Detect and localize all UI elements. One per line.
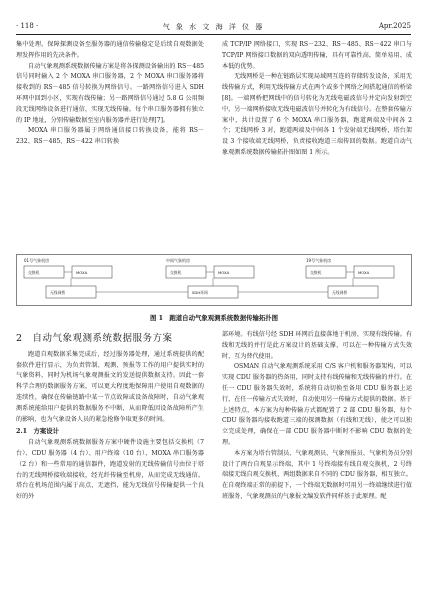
right-column-top bbox=[222, 40, 412, 250]
left-column-bottom bbox=[16, 330, 204, 503]
group-label-19: 19号气象机房 bbox=[306, 258, 332, 263]
page-header bbox=[16, 22, 411, 34]
moxa-label: MOXA bbox=[358, 270, 370, 275]
group-label-01: 01号气象机房 bbox=[24, 258, 50, 263]
left-column-top bbox=[16, 40, 204, 242]
right-column-bottom bbox=[222, 330, 412, 503]
switch-label: 交换机 bbox=[170, 270, 182, 275]
paragraph: 自动气象观测系统数据服务方案中硬件设施主要包括交换机（7 台）、CDU 服务器（4 台）、用户终端（10 台）、MOXA 串口服务器（2 台）和一些常用的通信器件，跑道发射的无线传输信号由位于塔台的无线网桥接收端接收，经光纤传输至机房，从而完成无线通信。塔台在机场范围内属于高点，无遮挡，能为无线信号传输提供一个良好的外 bbox=[16, 439, 204, 501]
issue-date: Apr.2025 bbox=[378, 22, 411, 30]
group-label-mid: 中间气象机房 bbox=[166, 258, 190, 263]
topology-diagram bbox=[16, 254, 412, 306]
wireless-label: 无线网桥 bbox=[50, 290, 66, 295]
paragraph: 本方案为塔台管制员、气象观测员、气象预报员、气象机务员分别设计了两台自观显示终端，其中 1 号终端接有线自观交换机，2 号终端接无线自观交换机，两组数据来自不同的 CDU 服务器，相互独立。在自观终端正常的前提下，一个终端无数据时可用另一终端继续进行值班服务，气象观测员的气象报文编发软件同样基于此原理。配 bbox=[222, 449, 412, 500]
paragraph: 跑道自观数据采集完成后，经过服务器处理，通过系统提供的配套软件进行显示，为负责管制、观测、预报等工作的用户提供实时的气象资料，同时为机场气象观测报文的发送提供数据支持。因此一套科学合理的数据服务方案，可以更大程度地保障用户使用自观数据的连续性，确保在传输链路中某一节点故障或设备故障时，自动气象观测系统能给用户提供的数据服务不中断，从而降低因设备故障所产生的影响，也为气象设备人员的紧急抢修争取更多的时间。 bbox=[16, 350, 204, 423]
paragraph: 自动气象观测系统数据传输方案是将各探测设备输出的 RS－485 信号同时输入 2 个 MOXA 串口服务器，2 个 MOXA 串口服务器将接收到的 RS－485 信号转换为网络信号。一路网络信号进入 SDH 环网中回到小区，实现有线传输；另一路网络信号通过 5.8 G 公用频段无线网络设备进行通信，实现无线传输。每个串口服务器拥有独立的 IP 地址，分别传输数据至室内服务器并进行处理[7]。 bbox=[16, 62, 204, 124]
paragraph: 无线网桥是一种在链路层实现局域网互连的存储转发设备，采用无线传输方式，利用无线传输方式在两个或多个网络之间搭起通信的桥梁[8]。一端网桥把网线中的信号转化为无线电磁波信号并定向发射到空中，另一端网桥接收无线电磁波信号并转化为有线信号。在整套传输方案中，共计设置了 6 个 MOXA 串口服务器，跑道两端及中间各 2 个；无线网桥 3 对，跑道两端及中间各 1 个发射端无线网桥，塔台架设 3 个接收端无线网桥，负责接收跑道三端传回的数据。跑道自动气象观测系统数据传输拓扑图如图 1 所示。 bbox=[222, 73, 412, 156]
switch-label: 交换机 bbox=[28, 270, 40, 275]
wireless-label: 无线网桥 bbox=[332, 290, 348, 295]
subsection-heading: 2.1 方案设计 bbox=[16, 427, 60, 436]
paragraph: 集中处理。保障探测设备至服务器的通信传输稳定是后续自观数据处理发挥作用的先决条件。 bbox=[16, 41, 204, 59]
journal-title: 气 象 水 文 海 洋 仪 器 bbox=[162, 23, 265, 31]
moxa-label: MOXA bbox=[218, 270, 230, 275]
section-heading: 2 自动气象观测系统数据服务方案 bbox=[16, 333, 173, 344]
topology-figure bbox=[16, 254, 412, 306]
paragraph: OSMAN 自动气象观测系统采用 C/S 客户机和服务器架构，可以实现 CDU 服务器的热备用，同时支持有线传输和无线传输的并行。在任一 CDU 服务器失效时，系统将自动切换至备用 CDU 服务器上运行，在任一传输方式失效时，自动使用另一传输方式提供的数据。基于上述特点，本方案为每种传输方式都配置了 2 部 CDU 服务器，每个 CDU 服务器均接收跑道三端的探测数据（有线和无线），使之可以独立完成处理，确保在一部 CDU 服务器中断时不影响 CDU 数据的处理。 bbox=[222, 363, 412, 446]
moxa-label: MOXA bbox=[76, 270, 88, 275]
paragraph: 部环境。有线信号经 SDH 环网后直接落地于机房，实现有线传输。有线和无线的并行是此方案设计的基础支撑，可以在一种传输方式失效时，互为替代使用。 bbox=[222, 331, 412, 360]
paragraph: MOXA 串口服务器属于网络通信接口转换设备，能将 RS－232、RS－485、RS－422 串口转换 bbox=[16, 127, 204, 146]
switch-label: 交换机 bbox=[310, 270, 322, 275]
header-rule bbox=[16, 34, 411, 35]
paragraph: 成 TCP/IP 网络接口，实现 RS－232、RS－485、RS－422 串口与 TCP/IP 网络接口数据的双向透明传输，具有可靠性高、简单易用、成本低的优势。 bbox=[222, 41, 412, 70]
sdh-label: SDH环网 bbox=[192, 290, 208, 295]
figure-caption: 图 1 跑道自动气象观测系统数据传输拓扑图 bbox=[149, 314, 279, 322]
page-number: · 118 · bbox=[16, 22, 39, 30]
